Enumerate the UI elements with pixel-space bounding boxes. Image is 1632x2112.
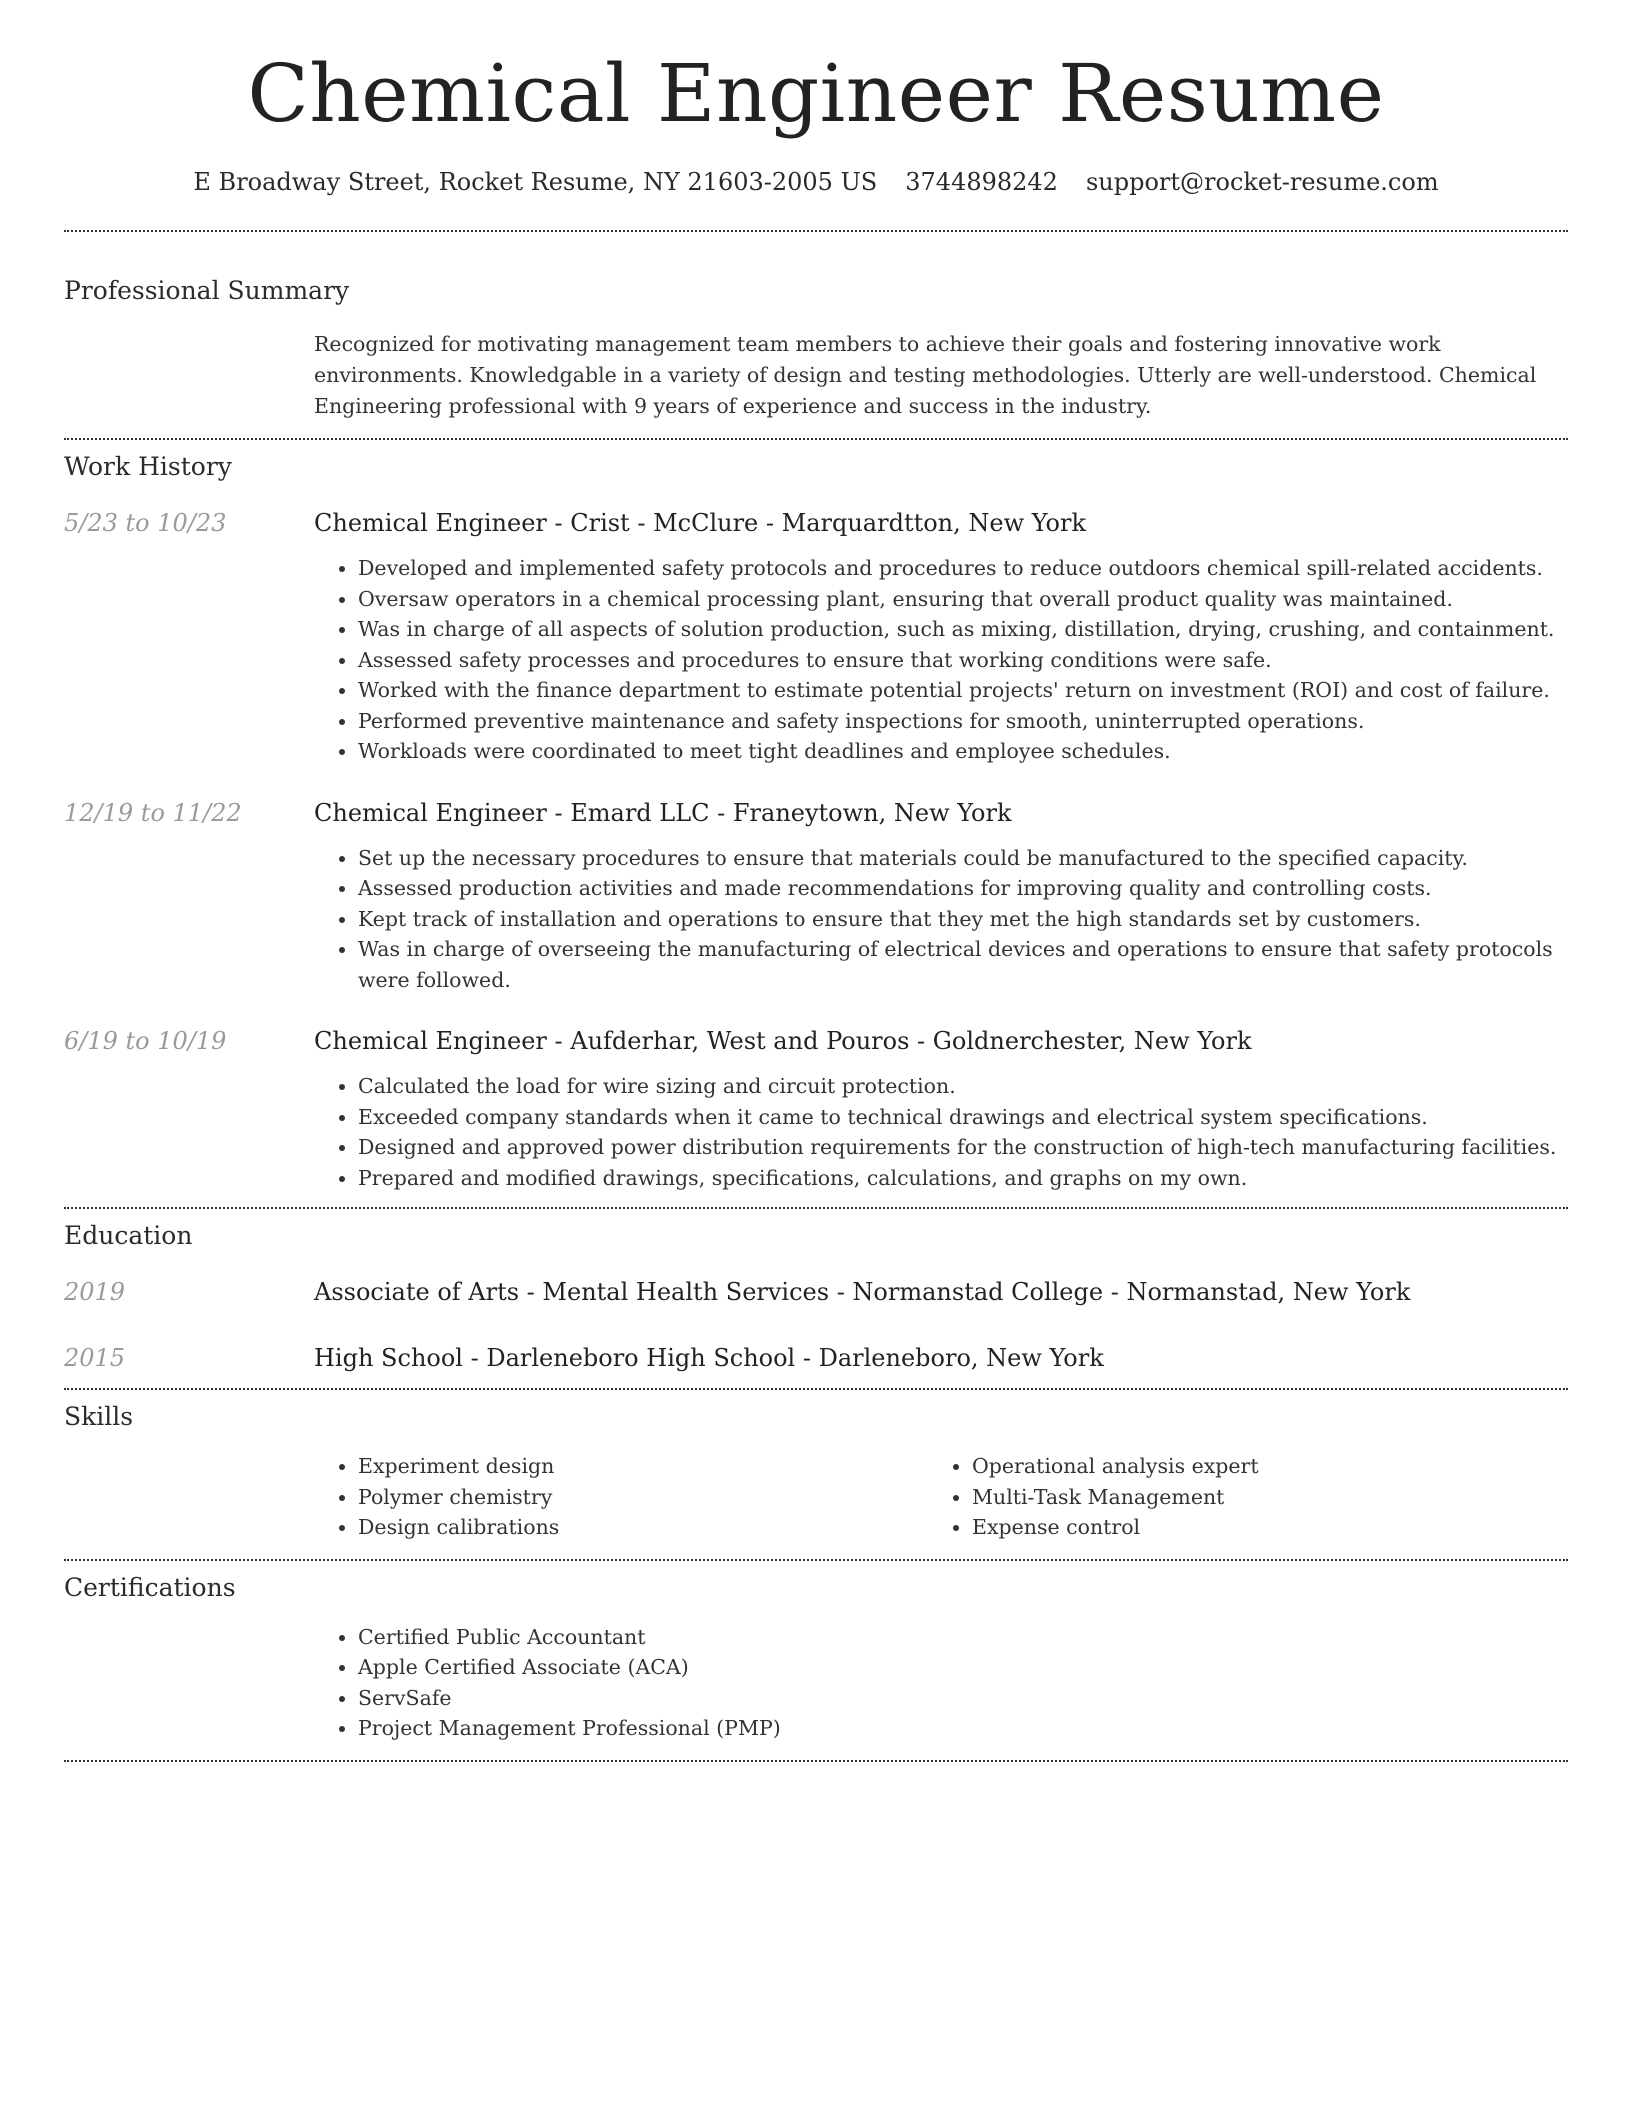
list-item: • Worked with the finance department to estimate potential projects' return on investment (ROI) and cost of failure.: [358, 675, 1568, 706]
skills-column-right: [928, 1451, 1542, 1543]
list-item: • Developed and implemented safety protocols and procedures to reduce outdoors chemical spill-related accidents.: [358, 553, 1568, 584]
summary-text: Recognized for motivating management team members to achieve their goals and fostering innovative work environments. Knowledgable in a variety of design and testing methodologies. Utterly are well-understood. Chemical Engineering professional with 9 years of experience and success in the industry.: [314, 332, 1537, 418]
list-item: • Exceeded company standards when it came to technical drawings and electrical system specifications.: [358, 1102, 1568, 1133]
section-title-certifications: Certifications: [64, 1572, 236, 1602]
summary-section: [64, 232, 1568, 438]
job-body: [314, 1025, 1568, 1193]
list-item: • Was in charge of overseeing the manufacturing of electrical devices and operations to ensure that safety protocols were followed.: [358, 934, 1568, 995]
education-year: 2019: [64, 1278, 126, 1306]
education-entry: [64, 1276, 1568, 1308]
contact-email: support@rocket-resume.com: [1085, 168, 1439, 196]
section-title-skills: Skills: [64, 1402, 134, 1431]
list-item: • Workloads were coordinated to meet tight deadlines and employee schedules.: [358, 736, 1568, 767]
list-item: • Designed and approved power distribution requirements for the construction of high-tech manufacturing facilities.: [358, 1132, 1568, 1163]
list-item: • Design calibrations: [358, 1512, 928, 1543]
list-item: • Prepared and modified drawings, specifications, calculations, and graphs on my own.: [358, 1163, 1568, 1194]
education-entry: [64, 1342, 1568, 1374]
section-title-summary: Professional Summary: [64, 276, 350, 305]
list-item: • Assessed safety processes and procedures to ensure that working conditions were safe.: [358, 645, 1568, 676]
list-item: • Experiment design: [358, 1451, 928, 1482]
job-bullets: [314, 1071, 1568, 1193]
job-date: 5/23 to 10/23: [64, 509, 227, 537]
list-item: • Oversaw operators in a chemical processing plant, ensuring that overall product quality was maintained.: [358, 584, 1568, 615]
skills-list: [314, 1451, 928, 1543]
job-date: 12/19 to 11/22: [64, 798, 242, 827]
job-entry: [64, 797, 1568, 996]
education-heading: High School - Darleneboro High School - Darleneboro, New York: [314, 1344, 1104, 1372]
job-heading: Chemical Engineer - Crist - McClure - Marquardtton, New York: [314, 509, 1086, 537]
work-history-section: [64, 440, 1568, 1207]
job-body: [314, 797, 1568, 996]
list-item: • ServSafe: [358, 1683, 1568, 1714]
list-item: • Kept track of installation and operations to ensure that they met the high standards set by customers.: [358, 904, 1568, 935]
list-item: • Multi-Task Management: [972, 1482, 1542, 1513]
certifications-list: [314, 1622, 1568, 1744]
list-item: • Expense control: [972, 1512, 1542, 1543]
list-item: • Set up the necessary procedures to ensure that materials could be manufactured to the specified capacity.: [358, 843, 1568, 874]
job-entry: [64, 507, 1568, 767]
job-heading: Chemical Engineer - Emard LLC - Franeytown, New York: [314, 798, 1012, 827]
list-item: • Performed preventive maintenance and safety inspections for smooth, uninterrupted operations.: [358, 706, 1568, 737]
section-divider: [64, 1760, 1568, 1762]
list-item: • Apple Certified Associate (ACA): [358, 1652, 1568, 1683]
list-item: • Calculated the load for wire sizing and circuit protection.: [358, 1071, 1568, 1102]
list-item: • Operational analysis expert: [972, 1451, 1542, 1482]
contact-line: [64, 168, 1568, 196]
skills-section: [64, 1390, 1568, 1559]
certifications-wrap: [314, 1622, 1568, 1760]
skills-list: [928, 1451, 1542, 1543]
education-heading: Associate of Arts - Mental Health Services - Normanstad College - Normanstad, New York: [314, 1278, 1411, 1306]
list-item: • Polymer chemistry: [358, 1482, 928, 1513]
job-date: 6/19 to 10/19: [64, 1027, 227, 1055]
contact-address: E Broadway Street, Rocket Resume, NY 21603-2005 US: [193, 168, 878, 196]
education-year: 2015: [64, 1344, 126, 1372]
resume-title: Chemical Engineer Resume: [247, 47, 1385, 140]
job-bullets: [314, 553, 1568, 767]
job-bullets: [314, 843, 1568, 996]
job-heading: Chemical Engineer - Aufderhar, West and Pouros - Goldnerchester, New York: [314, 1027, 1252, 1055]
list-item: • Project Management Professional (PMP): [358, 1713, 1568, 1744]
section-title-work-history: Work History: [64, 452, 232, 481]
job-entry: [64, 1025, 1568, 1193]
list-item: • Was in charge of all aspects of solution production, such as mixing, distillation, drying, crushing, and containment.: [358, 614, 1568, 645]
list-item: • Certified Public Accountant: [358, 1622, 1568, 1653]
skills-column-left: [314, 1451, 928, 1543]
list-item: • Assessed production activities and made recommendations for improving quality and controlling costs.: [358, 873, 1568, 904]
job-body: [314, 507, 1568, 767]
certifications-section: [64, 1561, 1568, 1760]
skills-grid: [314, 1451, 1568, 1559]
section-title-education: Education: [64, 1221, 193, 1250]
education-section: [64, 1209, 1568, 1388]
contact-phone: 3744898242: [905, 168, 1058, 196]
